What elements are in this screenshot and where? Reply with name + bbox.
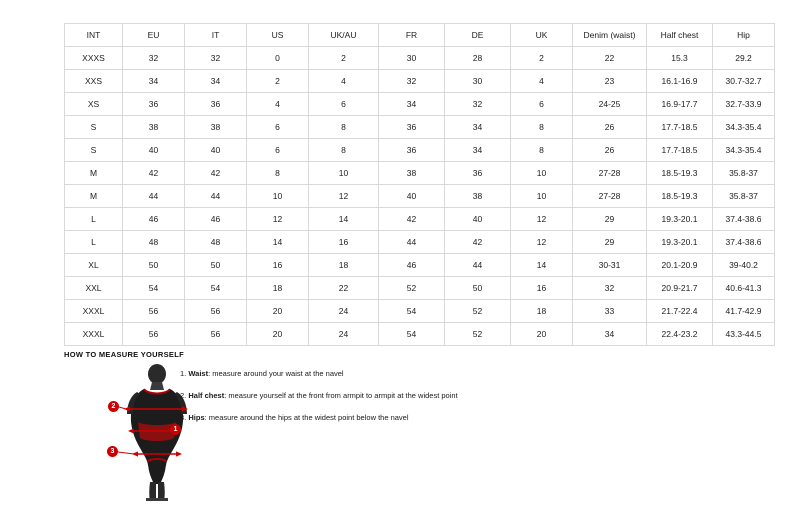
size-value-cell: 26	[573, 139, 647, 162]
size-label-cell: XXS	[65, 70, 123, 93]
size-label-cell: S	[65, 139, 123, 162]
size-value-cell: 20.9-21.7	[647, 277, 713, 300]
size-value-cell: 34	[445, 139, 511, 162]
size-value-cell: 4	[247, 93, 309, 116]
size-value-cell: 27-28	[573, 162, 647, 185]
size-value-cell: 22	[309, 277, 379, 300]
size-value-cell: 16	[247, 254, 309, 277]
size-value-cell: 40	[379, 185, 445, 208]
measure-instruction-number: 3.	[180, 413, 187, 422]
size-value-cell: 4	[511, 70, 573, 93]
how-to-measure-title: HOW TO MEASURE YOURSELF	[64, 350, 184, 359]
size-value-cell: 37.4-38.6	[713, 208, 775, 231]
size-value-cell: 10	[309, 162, 379, 185]
size-value-cell: 43.3-44.5	[713, 323, 775, 346]
size-value-cell: 32	[379, 70, 445, 93]
size-value-cell: 42	[445, 231, 511, 254]
size-value-cell: 35.8-37	[713, 185, 775, 208]
size-value-cell: 40	[445, 208, 511, 231]
size-value-cell: 33	[573, 300, 647, 323]
size-value-cell: 18.5-19.3	[647, 185, 713, 208]
size-value-cell: 14	[511, 254, 573, 277]
measure-instruction	[180, 412, 700, 423]
size-value-cell: 16	[511, 277, 573, 300]
size-value-cell: 10	[511, 162, 573, 185]
size-value-cell: 15.3	[647, 47, 713, 70]
size-value-cell: 18.5-19.3	[647, 162, 713, 185]
size-value-cell: 36	[445, 162, 511, 185]
size-value-cell: 10	[247, 185, 309, 208]
size-value-cell: 24-25	[573, 93, 647, 116]
table-row	[65, 70, 775, 93]
table-row	[65, 254, 775, 277]
size-value-cell: 24	[309, 323, 379, 346]
size-value-cell: 56	[185, 300, 247, 323]
size-value-cell: 6	[511, 93, 573, 116]
size-value-cell: 35.8-37	[713, 162, 775, 185]
table-row	[65, 139, 775, 162]
size-value-cell: 16.9-17.7	[647, 93, 713, 116]
table-header-cell: Half chest	[647, 24, 713, 47]
size-value-cell: 40	[123, 139, 185, 162]
size-value-cell: 2	[511, 47, 573, 70]
size-value-cell: 24	[309, 300, 379, 323]
table-header-cell: IT	[185, 24, 247, 47]
size-value-cell: 34	[123, 70, 185, 93]
table-header-cell: UK/AU	[309, 24, 379, 47]
how-to-measure-section	[64, 362, 734, 502]
measure-instruction	[180, 390, 700, 401]
size-value-cell: 56	[123, 323, 185, 346]
size-value-cell: 52	[445, 323, 511, 346]
size-label-cell: XXXL	[65, 300, 123, 323]
measure-badge-3: 3	[107, 446, 118, 457]
table-row	[65, 277, 775, 300]
size-value-cell: 34	[445, 116, 511, 139]
size-value-cell: 2	[309, 47, 379, 70]
size-value-cell: 20	[247, 323, 309, 346]
size-value-cell: 42	[379, 208, 445, 231]
size-value-cell: 44	[379, 231, 445, 254]
size-value-cell: 32.7-33.9	[713, 93, 775, 116]
size-value-cell: 34.3-35.4	[713, 116, 775, 139]
size-value-cell: 17.7-18.5	[647, 116, 713, 139]
measure-instruction-number: 1.	[180, 369, 187, 378]
size-value-cell: 48	[185, 231, 247, 254]
size-value-cell: 48	[123, 231, 185, 254]
size-value-cell: 12	[511, 208, 573, 231]
size-value-cell: 56	[123, 300, 185, 323]
table-header-cell: UK	[511, 24, 573, 47]
size-value-cell: 34.3-35.4	[713, 139, 775, 162]
size-label-cell: XS	[65, 93, 123, 116]
table-row	[65, 47, 775, 70]
size-label-cell: XXXL	[65, 323, 123, 346]
table-row	[65, 93, 775, 116]
size-value-cell: 56	[185, 323, 247, 346]
size-value-cell: 50	[445, 277, 511, 300]
table-row	[65, 116, 775, 139]
size-value-cell: 32	[185, 47, 247, 70]
size-value-cell: 44	[445, 254, 511, 277]
table-row	[65, 162, 775, 185]
size-value-cell: 30-31	[573, 254, 647, 277]
size-value-cell: 42	[185, 162, 247, 185]
size-conversion-table	[64, 23, 775, 346]
size-value-cell: 34	[573, 323, 647, 346]
size-label-cell: M	[65, 162, 123, 185]
table-row	[65, 208, 775, 231]
size-value-cell: 37.4-38.6	[713, 231, 775, 254]
size-value-cell: 46	[123, 208, 185, 231]
size-value-cell: 6	[247, 116, 309, 139]
size-value-cell: 20	[511, 323, 573, 346]
table-header-cell: Hip	[713, 24, 775, 47]
size-value-cell: 2	[247, 70, 309, 93]
size-label-cell: S	[65, 116, 123, 139]
size-value-cell: 10	[511, 185, 573, 208]
size-value-cell: 28	[445, 47, 511, 70]
size-value-cell: 12	[511, 231, 573, 254]
table-header-cell: US	[247, 24, 309, 47]
size-value-cell: 54	[379, 323, 445, 346]
table-header-cell: DE	[445, 24, 511, 47]
table-header-cell: FR	[379, 24, 445, 47]
measure-instruction-number: 2.	[180, 391, 187, 400]
size-value-cell: 41.7-42.9	[713, 300, 775, 323]
size-value-cell: 29.2	[713, 47, 775, 70]
size-value-cell: 29	[573, 231, 647, 254]
size-value-cell: 36	[185, 93, 247, 116]
size-label-cell: XL	[65, 254, 123, 277]
size-value-cell: 54	[185, 277, 247, 300]
measure-badge-2: 2	[108, 401, 119, 412]
size-value-cell: 8	[309, 116, 379, 139]
table-row	[65, 231, 775, 254]
size-value-cell: 18	[247, 277, 309, 300]
size-value-cell: 22.4-23.2	[647, 323, 713, 346]
size-value-cell: 12	[309, 185, 379, 208]
size-value-cell: 18	[511, 300, 573, 323]
size-value-cell: 17.7-18.5	[647, 139, 713, 162]
table-header-cell: EU	[123, 24, 185, 47]
size-value-cell: 16	[309, 231, 379, 254]
size-value-cell: 46	[185, 208, 247, 231]
size-value-cell: 27-28	[573, 185, 647, 208]
size-value-cell: 14	[309, 208, 379, 231]
size-value-cell: 18	[309, 254, 379, 277]
size-value-cell: 42	[123, 162, 185, 185]
size-value-cell: 39-40.2	[713, 254, 775, 277]
size-value-cell: 8	[309, 139, 379, 162]
size-label-cell: M	[65, 185, 123, 208]
size-value-cell: 38	[185, 116, 247, 139]
size-value-cell: 29	[573, 208, 647, 231]
size-value-cell: 50	[123, 254, 185, 277]
size-value-cell: 8	[511, 139, 573, 162]
size-value-cell: 40	[185, 139, 247, 162]
size-value-cell: 54	[379, 300, 445, 323]
measure-instruction-text: : measure around your waist at the navel	[208, 369, 344, 378]
size-value-cell: 40.6-41.3	[713, 277, 775, 300]
size-value-cell: 8	[247, 162, 309, 185]
size-value-cell: 38	[445, 185, 511, 208]
size-value-cell: 19.3-20.1	[647, 231, 713, 254]
table-row	[65, 300, 775, 323]
size-value-cell: 6	[309, 93, 379, 116]
size-value-cell: 14	[247, 231, 309, 254]
table-row	[65, 323, 775, 346]
measure-instruction-term: Hips	[188, 413, 205, 422]
size-label-cell: XXXS	[65, 47, 123, 70]
size-value-cell: 36	[379, 139, 445, 162]
table-header-cell: INT	[65, 24, 123, 47]
size-value-cell: 19.3-20.1	[647, 208, 713, 231]
size-value-cell: 20	[247, 300, 309, 323]
size-value-cell: 44	[185, 185, 247, 208]
size-label-cell: L	[65, 208, 123, 231]
size-value-cell: 30	[379, 47, 445, 70]
size-value-cell: 46	[379, 254, 445, 277]
measure-instruction-term: Waist	[188, 369, 209, 378]
size-value-cell: 50	[185, 254, 247, 277]
measure-badge-1: 1	[170, 424, 181, 435]
size-value-cell: 52	[379, 277, 445, 300]
size-value-cell: 38	[379, 162, 445, 185]
table-row	[65, 185, 775, 208]
size-value-cell: 8	[511, 116, 573, 139]
size-value-cell: 30.7-32.7	[713, 70, 775, 93]
size-value-cell: 34	[185, 70, 247, 93]
size-value-cell: 36	[123, 93, 185, 116]
size-value-cell: 34	[379, 93, 445, 116]
size-value-cell: 26	[573, 116, 647, 139]
size-value-cell: 54	[123, 277, 185, 300]
size-value-cell: 6	[247, 139, 309, 162]
table-header-cell: Denim (waist)	[573, 24, 647, 47]
size-value-cell: 12	[247, 208, 309, 231]
size-value-cell: 22	[573, 47, 647, 70]
size-value-cell: 32	[573, 277, 647, 300]
size-value-cell: 4	[309, 70, 379, 93]
size-value-cell: 21.7-22.4	[647, 300, 713, 323]
size-value-cell: 44	[123, 185, 185, 208]
measure-instruction-term: Half chest	[188, 391, 225, 400]
size-value-cell: 38	[123, 116, 185, 139]
size-value-cell: 32	[123, 47, 185, 70]
measure-instruction-text: : measure around the hips at the widest point below the navel	[204, 413, 409, 422]
size-value-cell: 30	[445, 70, 511, 93]
measure-instruction-text: : measure yourself at the front from armpit to armpit at the widest point	[224, 391, 458, 400]
measure-instruction	[180, 368, 700, 379]
size-value-cell: 0	[247, 47, 309, 70]
size-label-cell: XXL	[65, 277, 123, 300]
size-value-cell: 32	[445, 93, 511, 116]
size-value-cell: 36	[379, 116, 445, 139]
size-table-container	[64, 23, 762, 346]
size-value-cell: 16.1-16.9	[647, 70, 713, 93]
measure-instructions-list	[180, 368, 700, 434]
size-value-cell: 52	[445, 300, 511, 323]
table-header-row	[65, 24, 775, 47]
size-label-cell: L	[65, 231, 123, 254]
size-value-cell: 20.1-20.9	[647, 254, 713, 277]
size-value-cell: 23	[573, 70, 647, 93]
